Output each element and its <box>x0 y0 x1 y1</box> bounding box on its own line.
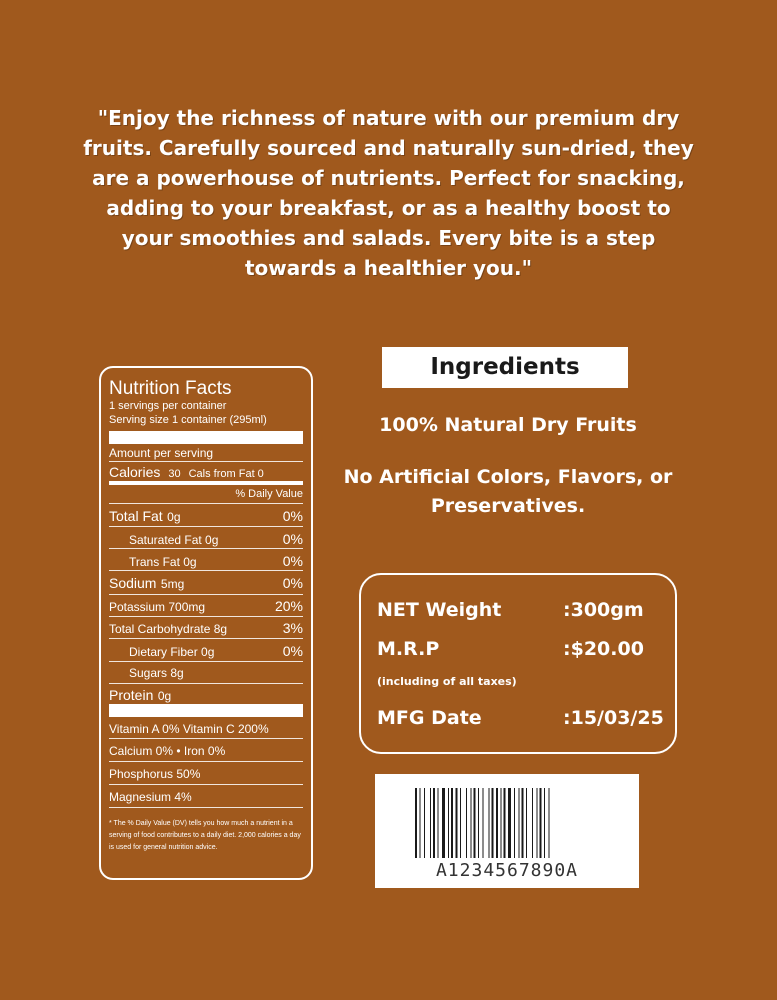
sodium-dv: 0% <box>282 575 303 591</box>
calcium-iron-label: Calcium 0% • Iron 0% <box>109 744 226 758</box>
serving-size: Serving size 1 container (295ml) <box>109 414 267 426</box>
barcode-bar <box>460 788 461 858</box>
nutrition-title: Nutrition Facts <box>109 378 232 399</box>
magnesium-row <box>109 785 303 808</box>
barcode-bar <box>489 788 490 858</box>
sugars-row <box>109 662 303 684</box>
trans-fat-label: Trans Fat 0g <box>129 555 197 569</box>
protein-label: Protein <box>109 687 154 703</box>
fiber-dv: 0% <box>282 643 303 659</box>
mrp-label: M.R.P <box>377 638 440 660</box>
barcode-bar <box>478 788 479 858</box>
mrp-tax-note: (including of all taxes) <box>377 675 517 688</box>
potassium-row <box>109 595 303 617</box>
barcode-bar <box>442 788 445 858</box>
nutrition-facts-panel <box>99 366 313 880</box>
fiber-label: Dietary Fiber 0g <box>129 645 215 659</box>
barcode-bar <box>456 788 458 858</box>
mfg-date-label: MFG Date <box>377 707 482 729</box>
barcode-bar <box>501 788 502 858</box>
daily-value-header: % Daily Value <box>109 485 303 504</box>
daily-value-footnote: * The % Daily Value (DV) tells you how much a nutrient in a serving of food contributes to a daily diet. 2,000 calories a day is used for general nutrition advice. <box>109 820 301 851</box>
barcode-bar <box>508 788 511 858</box>
barcode-bar <box>483 788 484 858</box>
barcode-bar <box>549 788 550 858</box>
total-fat-row <box>109 504 303 527</box>
potassium-dv: 20% <box>274 598 303 614</box>
saturated-fat-label: Saturated Fat 0g <box>129 533 219 547</box>
net-weight-label: NET Weight <box>377 599 502 621</box>
barcode-number: A1234567890A <box>435 860 579 881</box>
barcode-bar <box>537 788 538 858</box>
mrp-value: :$20.00 <box>563 638 644 660</box>
thick-divider <box>109 704 303 717</box>
saturated-fat-row <box>109 527 303 549</box>
barcode-bar <box>540 788 542 858</box>
calories-value: 30 <box>168 468 181 480</box>
product-tagline: "Enjoy the richness of nature with our premium dry fruits. Carefully sourced and naturally sun-dried, they are a powerhouse of nutrients. Perfect for snacking, adding to your breakfast, or as a healthy boost to your smoothies and salads. Every bite is a step towards a healthier you." <box>83 106 694 280</box>
potassium-label: Potassium 700mg <box>109 600 206 614</box>
barcode-bar <box>526 788 527 858</box>
saturated-fat-dv: 0% <box>282 531 303 547</box>
calories-label: Calories <box>109 464 161 480</box>
vitamins-label: Vitamin A 0% Vitamin C 200% <box>109 722 269 736</box>
barcode-bar <box>514 788 515 858</box>
amount-per-serving: Amount per serving <box>109 446 303 462</box>
trans-fat-dv: 0% <box>282 553 303 569</box>
barcode-bar <box>430 788 431 858</box>
total-fat-label: Total Fat <box>109 508 163 524</box>
servings-per-container: 1 servings per container <box>109 400 227 412</box>
calories-row <box>109 462 303 485</box>
phosphorus-label: Phosphorus 50% <box>109 767 201 781</box>
carbohydrate-label: Total Carbohydrate 8g <box>109 622 228 636</box>
net-weight-value: :300gm <box>563 599 644 621</box>
barcode-bar <box>448 788 449 858</box>
barcode-bar <box>519 788 520 858</box>
barcode-bar <box>433 788 435 858</box>
barcode-bars <box>415 788 603 858</box>
sodium-amount: 5mg <box>160 577 185 591</box>
ingredients-line-1: 100% Natural Dry Fruits <box>379 414 637 436</box>
barcode-bar <box>451 788 453 858</box>
sodium-label: Sodium <box>109 575 157 591</box>
phosphorus-row <box>109 762 303 785</box>
carbohydrate-dv: 3% <box>282 620 303 636</box>
magnesium-label: Magnesium 4% <box>109 790 192 804</box>
barcode-bar <box>522 788 524 858</box>
product-info-box <box>359 573 677 754</box>
trans-fat-row <box>109 549 303 571</box>
barcode <box>375 774 639 888</box>
barcode-bar <box>438 788 439 858</box>
protein-row <box>109 684 303 704</box>
sodium-row <box>109 571 303 595</box>
barcode-bar <box>532 788 533 858</box>
barcode-bar <box>424 788 425 858</box>
protein-amount: 0g <box>157 689 172 703</box>
cals-from-fat: Cals from Fat 0 <box>188 468 264 480</box>
barcode-bar <box>544 788 545 858</box>
barcode-bar <box>496 788 498 858</box>
fiber-row <box>109 639 303 662</box>
total-fat-dv: 0% <box>282 508 303 524</box>
mfg-date-value: :15/03/25 <box>563 707 664 729</box>
ingredients-heading: Ingredients <box>382 347 628 388</box>
thick-divider <box>109 431 303 444</box>
total-fat-amount: 0g <box>167 510 181 524</box>
barcode-bar <box>466 788 467 858</box>
barcode-bar <box>492 788 494 858</box>
vitamins-row <box>109 717 303 739</box>
sugars-label: Sugars 8g <box>129 666 184 680</box>
barcode-bar <box>471 788 472 858</box>
carbohydrate-row <box>109 617 303 639</box>
calcium-iron-row <box>109 739 303 762</box>
barcode-bar <box>504 788 506 858</box>
ingredients-line-2: No Artificial Colors, Flavors, or Preservatives. <box>343 466 673 517</box>
barcode-bar <box>474 788 476 858</box>
barcode-bar <box>415 788 417 858</box>
barcode-bar <box>420 788 421 858</box>
